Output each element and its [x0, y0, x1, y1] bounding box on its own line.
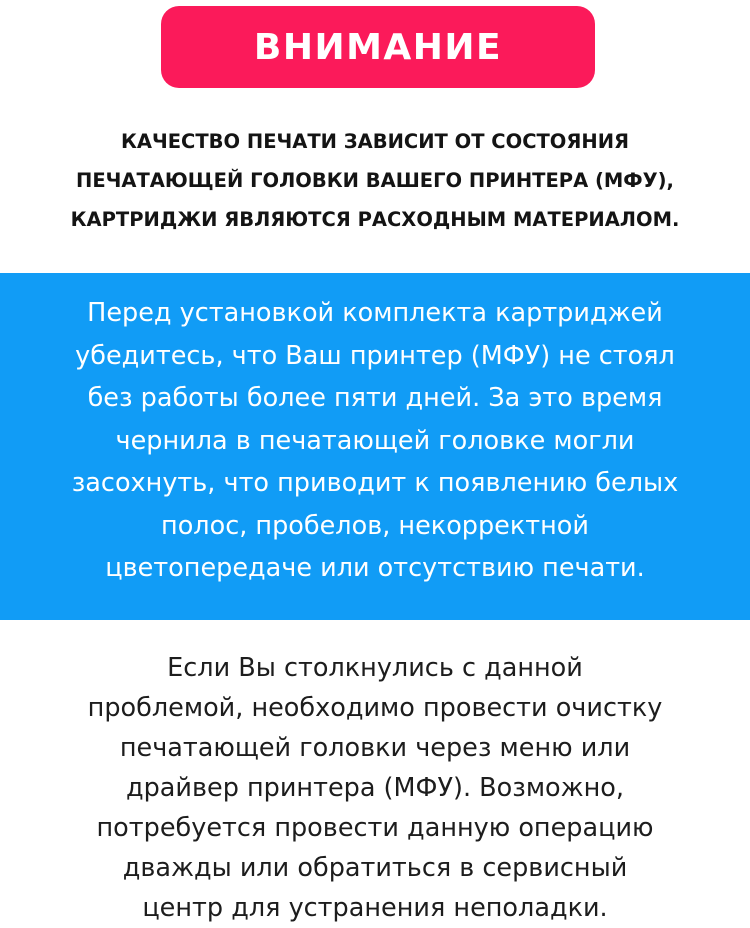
info-line: цветопередаче или отсутствию печати.	[105, 553, 645, 583]
notice-line: КАЧЕСТВО ПЕЧАТИ ЗАВИСИТ ОТ СОСТОЯНИЯ	[120, 130, 630, 153]
advice-line: дважды или обратиться в сервисный	[122, 853, 628, 883]
advice-line: печатающей головки через меню или	[119, 733, 631, 763]
quality-notice	[0, 122, 750, 239]
info-line: убедитесь, что Ваш принтер (МФУ) не стоял	[75, 340, 675, 371]
info-line: полос, пробелов, некорректной	[161, 510, 589, 541]
advice-line: драйвер принтера (МФУ). Возможно,	[125, 773, 625, 803]
notice-line: ПЕЧАТАЮЩЕЙ ГОЛОВКИ ВАШЕГО ПРИНТЕРА (МФУ),	[76, 169, 674, 192]
advice-text	[0, 648, 750, 928]
warning-badge	[161, 6, 595, 88]
advice-line: проблемой, необходимо провести очистку	[87, 693, 663, 723]
advice-line: центр для устранения неполадки.	[142, 893, 608, 923]
warning-badge-label: ВНИМАНИЕ	[253, 26, 503, 68]
notice-line: КАРТРИДЖИ ЯВЛЯЮТСЯ РАСХОДНЫМ МАТЕРИАЛОМ.	[70, 208, 680, 231]
info-text	[0, 292, 750, 590]
advice-line: Если Вы столкнулись с данной	[167, 653, 583, 683]
advice-line: потребуется провести данную операцию	[96, 813, 654, 843]
info-line: засохнуть, что приводит к появлению белых	[71, 468, 679, 498]
info-line: чернила в печатающей головке могли	[115, 425, 635, 456]
info-panel	[0, 273, 750, 620]
info-line: Перед установкой комплекта картриджей	[87, 298, 663, 328]
info-line: без работы более пяти дней. За это время	[87, 383, 663, 413]
